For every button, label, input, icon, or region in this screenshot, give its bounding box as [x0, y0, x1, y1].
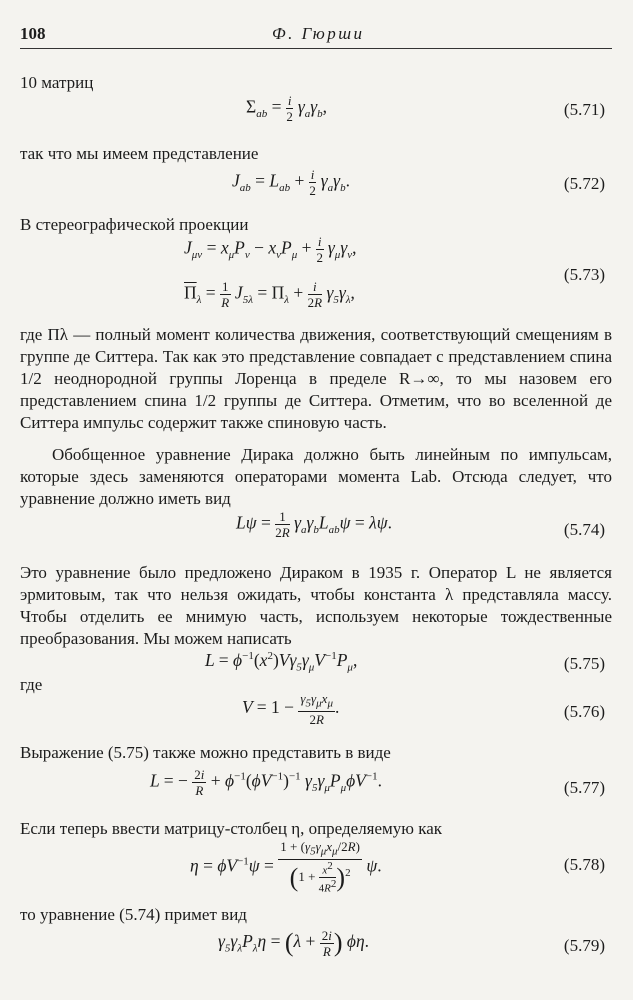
- formula-5-78: $\eta = \phi V^{-1}\psi$ = $1 + (\gamma_5\gamma_\mu x_\mu/2R)$ (1 + $\frac{x^2}{4R^2}$ )$^2$ ψ.: [190, 839, 382, 895]
- equation-number-5-78: (5.78): [563, 855, 605, 874]
- formula-5-75: $L = \phi^{-1}(x^2)V\gamma_5\gamma_\mu V^{-1}P_\mu$,: [205, 650, 358, 674]
- formula-5-73-line-2: $\overline{\Pi}_\lambda$ = $\frac{1}{R}$ $J_{5\lambda} = \Pi_\lambda$ + $\frac{i}{2R}$ $\gamma_5\gamma_\lambda$,: [184, 279, 355, 310]
- equation-number-5-79: (5.79): [563, 936, 605, 955]
- paragraph-3: В стереографической проекции: [20, 215, 249, 234]
- paragraph-4: где Πλ — полный момент количества движения, соответствующий смещениям в группе де Ситтера. Так как это представление совпадает с представлением спина 1/2 неоднородной группы Лоренца в пределе R→∞, то мы назовем его представлением спина 1/2 группы де Ситтера. Отметим, что во вселенной де Ситтера импульс содержит также спиновую часть.: [20, 325, 612, 432]
- formula-5-71: $\Sigma_{ab}$ = $\frac{i}{2}$ $\gamma_a\gamma_b$,: [246, 93, 327, 124]
- paragraph-1: 10 матриц: [20, 73, 94, 92]
- equation-number-5-72: (5.72): [563, 174, 605, 193]
- paragraph-6: Это уравнение было предложено Дираком в 1935 г. Оператор L не является эрмитовым, так что нельзя ожидать, чтобы константа λ представляла массу. Чтобы отделить ее мнимую часть, используем некоторые тождественные преобразования. Мы можем написать: [20, 563, 612, 648]
- running-head: Ф. Гюрши: [272, 24, 365, 43]
- equation-number-5-76: (5.76): [563, 702, 605, 721]
- page-number: 108: [20, 24, 46, 43]
- formula-5-73-line-1: $J_{\mu\nu} = x_\mu P_\nu - x_\nu P_\mu$ + $\frac{i}{2}$ $\gamma_\mu\gamma_\nu$,: [184, 234, 357, 265]
- paragraph-8: Выражение (5.75) также можно представить в виде: [20, 743, 391, 762]
- header-rule: [20, 48, 612, 49]
- page-header: [20, 24, 610, 48]
- equation-number-5-71: (5.71): [563, 100, 605, 119]
- paragraph-10: то уравнение (5.74) примет вид: [20, 905, 247, 924]
- formula-5-76: V = 1 − $\frac{\gamma_5\gamma_\mu x_\mu}{2R}$ .: [242, 691, 340, 727]
- formula-5-74: Lψ = $\frac{1}{2R}$ $\gamma_a\gamma_bL_{ab}\psi = \lambda\psi$.: [236, 509, 392, 540]
- formula-5-72: $J_{ab} = L_{ab}$ + $\frac{i}{2}$ $\gamma_a\gamma_b$.: [232, 167, 350, 198]
- paragraph-7: где: [20, 675, 43, 694]
- paragraph-2: так что мы имеем представление: [20, 144, 259, 163]
- equation-number-5-75: (5.75): [563, 654, 605, 673]
- equation-number-5-77: (5.77): [563, 778, 605, 797]
- paragraph-5: Обобщенное уравнение Дирака должно быть линейным по импульсам, которые здесь заменяются операторами момента Lab. Отсюда следует, что уравнение должно иметь вид: [20, 445, 612, 508]
- formula-5-77: L = − $\frac{2i}{R}$ + $\phi^{-1}(\phi V^{-1})^{-1}$ $\gamma_5\gamma_\mu P_\mu\phi V^{-1}$.: [150, 767, 382, 798]
- equation-number-5-74: (5.74): [563, 520, 605, 539]
- paragraph-9: Если теперь ввести матрицу-столбец η, определяемую как: [20, 819, 443, 838]
- formula-5-79: $\gamma_5\gamma_\lambda P_\lambda\eta = (\lambda$ + $\frac{2i}{R}$ ) ϕη.: [218, 927, 370, 959]
- equation-number-5-73: (5.73): [563, 265, 605, 284]
